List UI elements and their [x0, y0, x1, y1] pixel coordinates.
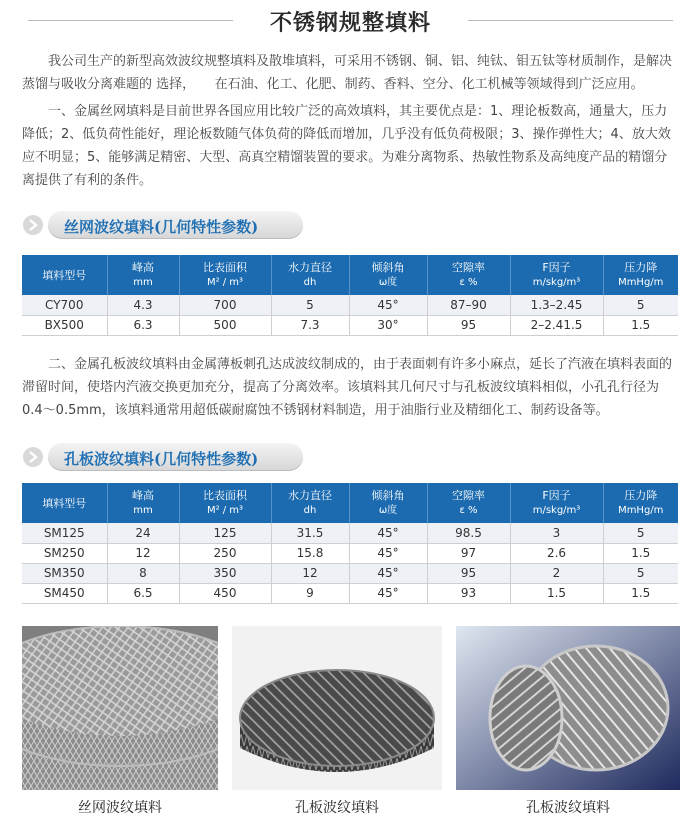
table-cell: 5 — [603, 563, 678, 583]
photo-caption: 孔板波纹填料 — [526, 800, 610, 816]
page-title: 不锈钢规整填料 — [269, 11, 431, 36]
chevron-right-icon — [22, 446, 44, 468]
column-header-label: 空隙率 — [452, 489, 485, 502]
column-header-label: 比表面积 — [203, 261, 247, 274]
column-header-label: 峰高 — [132, 261, 154, 274]
table-cell: 6.5 — [107, 583, 179, 603]
table-cell: 5 — [603, 295, 678, 315]
table-cell: 4.3 — [107, 295, 179, 315]
table-cell: 30° — [349, 315, 427, 335]
column-header — [510, 255, 603, 295]
column-header-label: 峰高 — [132, 489, 154, 502]
table-row — [22, 583, 678, 603]
column-header — [349, 483, 427, 523]
column-header — [179, 483, 271, 523]
column-header-label: 倾斜角 — [371, 489, 405, 502]
chevron-right-icon — [22, 214, 44, 236]
table-row — [22, 543, 678, 563]
table-cell: CY700 — [22, 295, 107, 315]
column-header-label: 水力直径 — [288, 261, 332, 274]
table-cell: 1.5 — [603, 583, 678, 603]
table-cell: 98.5 — [427, 523, 510, 543]
table-cell: 1.5 — [510, 583, 603, 603]
table-cell: 95 — [427, 563, 510, 583]
column-header — [107, 483, 179, 523]
table-cell: 15.8 — [271, 543, 349, 563]
column-header-unit: dh — [303, 505, 317, 516]
table-cell: BX500 — [22, 315, 107, 335]
photo-caption: 孔板波纹填料 — [295, 800, 379, 816]
table-cell: 87–90 — [427, 295, 510, 315]
table-cell: 6.3 — [107, 315, 179, 335]
photo-caption: 丝网波纹填料 — [78, 800, 162, 816]
table-cell: 45° — [349, 523, 427, 543]
column-header-unit: M² / m³ — [206, 277, 244, 288]
column-header — [107, 255, 179, 295]
table-cell: SM125 — [22, 523, 107, 543]
column-header-unit: m/skg/m³ — [532, 277, 581, 288]
table-cell: 2–2.41.5 — [510, 315, 603, 335]
table-cell: 97 — [427, 543, 510, 563]
table-header-row — [22, 483, 678, 523]
column-header-label: 填料型号 — [42, 268, 87, 282]
title-divider-right — [468, 20, 673, 21]
table-cell: 250 — [179, 543, 271, 563]
column-header-label: F因子 — [542, 261, 571, 274]
column-header-label: 水力直径 — [288, 489, 332, 502]
table-cell: 1.5 — [603, 543, 678, 563]
table-cell: 1.5 — [603, 315, 678, 335]
table-cell: 7.3 — [271, 315, 349, 335]
table-cell: 350 — [179, 563, 271, 583]
table-row — [22, 563, 678, 583]
column-header — [179, 255, 271, 295]
column-header — [603, 255, 678, 295]
column-header — [271, 483, 349, 523]
table-cell: 9 — [271, 583, 349, 603]
column-header-unit: mm — [133, 277, 153, 288]
page-header — [0, 0, 700, 40]
column-header — [22, 483, 107, 523]
table-cell: 45° — [349, 583, 427, 603]
column-header-unit: mm — [133, 505, 153, 516]
table-row — [22, 295, 678, 315]
table-header-row — [22, 255, 678, 295]
table-cell: 93 — [427, 583, 510, 603]
column-header — [603, 483, 678, 523]
column-header — [22, 255, 107, 295]
title-divider-left — [28, 20, 233, 21]
column-header — [349, 255, 427, 295]
table-cell: 31.5 — [271, 523, 349, 543]
table-cell: 12 — [271, 563, 349, 583]
table-cell: 5 — [603, 523, 678, 543]
table-cell: 1.3–2.45 — [510, 295, 603, 315]
table-cell: 8 — [107, 563, 179, 583]
table-row — [22, 523, 678, 543]
column-header-label: 倾斜角 — [371, 261, 405, 274]
column-header-unit: m/skg/m³ — [532, 505, 581, 516]
column-header-label: 比表面积 — [203, 489, 247, 502]
column-header-unit: MmHg/m — [618, 277, 664, 288]
column-header-unit: ω度 — [378, 505, 398, 516]
section-header-orifice-plate — [22, 441, 322, 473]
column-header — [427, 255, 510, 295]
table-cell: SM450 — [22, 583, 107, 603]
table-cell: 450 — [179, 583, 271, 603]
table-cell: 95 — [427, 315, 510, 335]
section-title: 孔板波纹填料(几何特性参数) — [64, 450, 259, 468]
column-header-label: 填料型号 — [42, 496, 87, 510]
wire-mesh-packing-photo — [22, 626, 218, 790]
section-header-wire-mesh — [22, 209, 322, 241]
orifice-plate-paragraph: 二、金属孔板波纹填料由金属薄板刺孔达成波纹制成的，由于表面刺有许多小麻点，延长了汽液在填料表面的滞留时间，使塔内汽液交换更加充分，提高了分离效率。该填料其几何尺寸与孔板波纹填料相似，小孔孔行径为0.4～0.5mm，该填料通常用超低碳耐腐蚀不锈钢材料制造，用于油脂行业及精细化工、制药设备等。 — [22, 357, 673, 418]
table-cell: SM350 — [22, 563, 107, 583]
orifice-plate-packing-photo — [456, 626, 680, 790]
table-cell: 12 — [107, 543, 179, 563]
table-row — [22, 315, 678, 335]
table-cell: 45° — [349, 543, 427, 563]
column-header — [510, 483, 603, 523]
column-header-unit: M² / m³ — [206, 505, 244, 516]
table-cell: 2 — [510, 563, 603, 583]
column-header-unit: dh — [303, 277, 317, 288]
table-cell: SM250 — [22, 543, 107, 563]
column-header-label: 空隙率 — [452, 261, 485, 274]
wire-mesh-spec-table — [22, 255, 678, 336]
table-cell: 2.6 — [510, 543, 603, 563]
orifice-plate-packing-photo — [232, 626, 442, 790]
table-cell: 500 — [179, 315, 271, 335]
column-header — [427, 483, 510, 523]
table-cell: 125 — [179, 523, 271, 543]
wire-mesh-paragraph: 一、金属丝网填料是目前世界各国应用比较广泛的高效填料，其主要优点是：1、理论板数高，通量大，压力降低；2、低负荷性能好，理论板数随气体负荷的降低而增加，几乎没有低负荷极限；3、操作弹性大；4、放大效应不明显；5、能够满足精密、大型、高真空精馏装置的要求。为难分离物系、热敏性物系及高纯度产品的精馏分离提供了有利的条件。 — [22, 104, 671, 188]
table-cell: 45° — [349, 295, 427, 315]
column-header — [271, 255, 349, 295]
column-header-label: 压力降 — [624, 489, 658, 502]
table-cell: 24 — [107, 523, 179, 543]
table-cell: 3 — [510, 523, 603, 543]
column-header-label: F因子 — [542, 489, 571, 502]
table-cell: 45° — [349, 563, 427, 583]
column-header-unit: MmHg/m — [618, 505, 664, 516]
column-header-unit: ε % — [459, 505, 478, 516]
orifice-plate-spec-table — [22, 483, 678, 604]
table-cell: 700 — [179, 295, 271, 315]
table-cell: 5 — [271, 295, 349, 315]
column-header-unit: ε % — [459, 277, 478, 288]
column-header-unit: ω度 — [378, 277, 398, 288]
intro-paragraph: 我公司生产的新型高效波纹规整填料及散堆填料，可采用不锈钢、铜、铝、纯钛、钼五钛等材质制作，是解决蒸馏与吸收分离难题的 选择， 在石油、化工、化肥、制药、香料、空分、化工机械等领域得到广泛应用。 — [22, 54, 673, 92]
column-header-label: 压力降 — [624, 261, 658, 274]
section-title: 丝网波纹填料(几何特性参数) — [64, 218, 259, 236]
